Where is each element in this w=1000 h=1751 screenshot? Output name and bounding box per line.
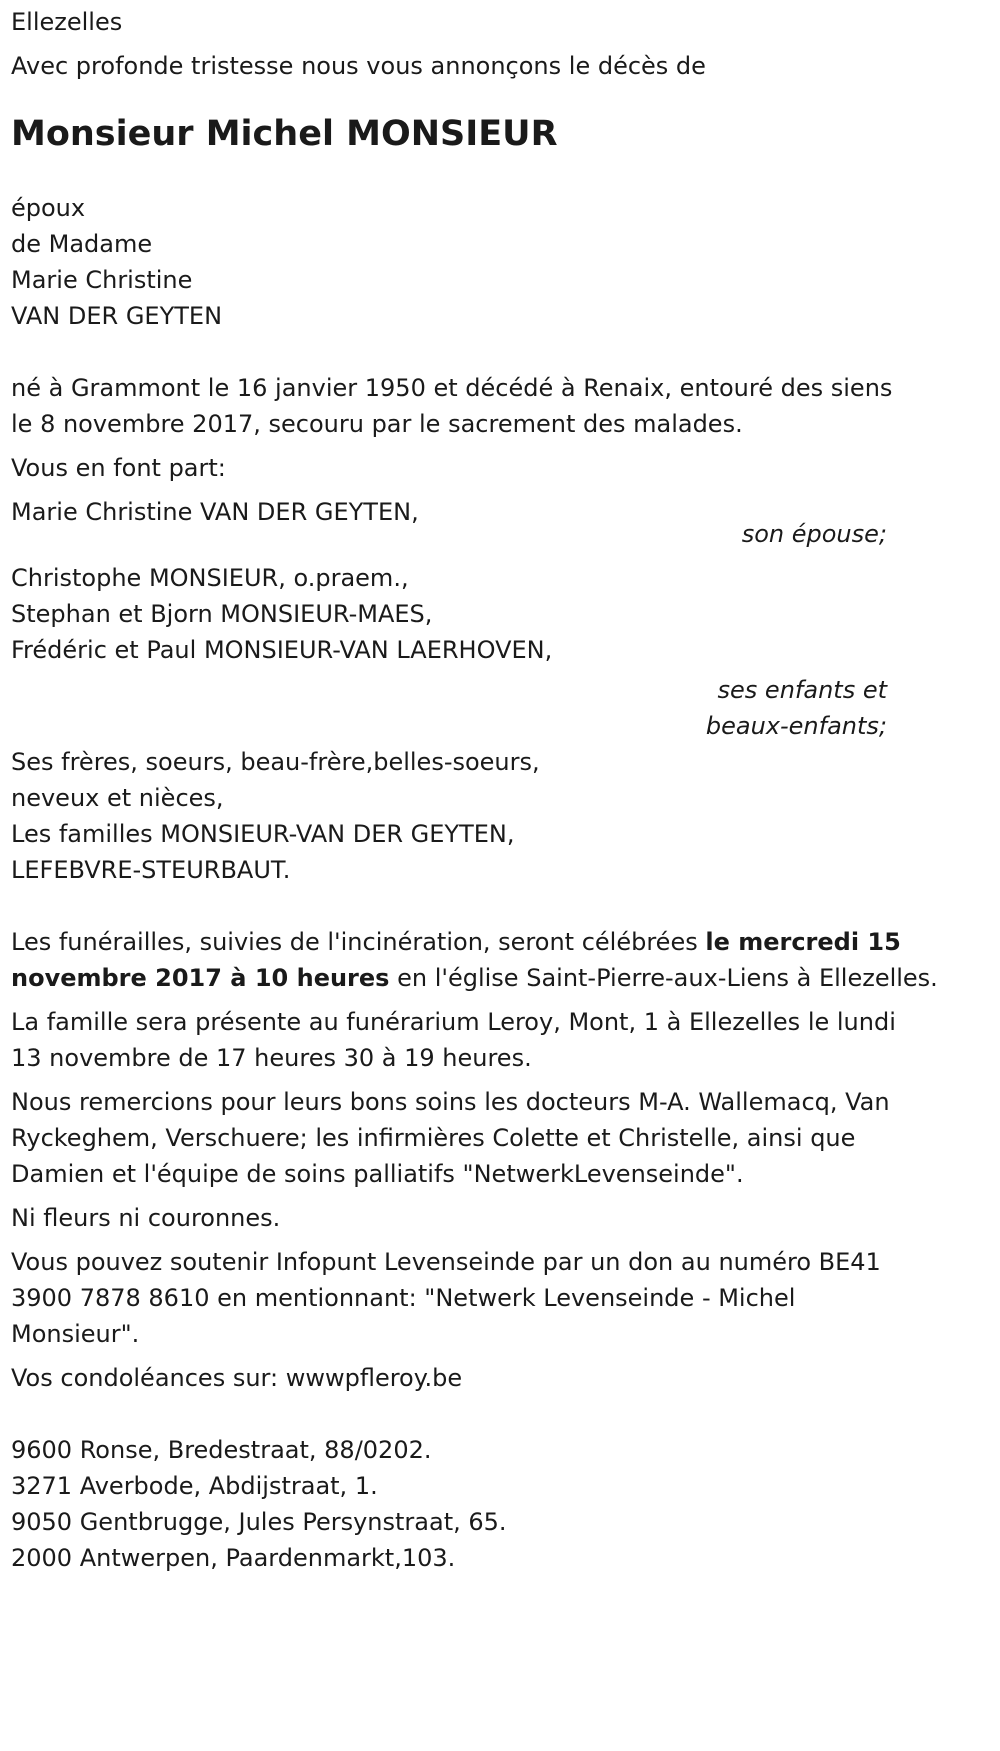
other-family-block — [11, 744, 887, 888]
visitation-line: La famille sera présente au funérarium Leroy, Mont, 1 à Ellezelles le lundi — [11, 1008, 896, 1036]
funeral-date: novembre 2017 à 10 heures — [11, 964, 390, 992]
family-line: Les familles MONSIEUR-VAN DER GEYTEN, — [11, 820, 515, 848]
birth-death-paragraph — [11, 370, 893, 442]
address-line: 9050 Gentbrugge, Jules Persynstraat, 65. — [11, 1508, 507, 1536]
donation-line: 3900 7878 8610 en mentionnant: "Netwerk Levenseinde - Michel — [11, 1284, 796, 1312]
address-line: 9600 Ronse, Bredestraat, 88/0202. — [11, 1436, 432, 1464]
spouse-line: de Madame — [11, 230, 153, 258]
addresses-block — [11, 1432, 887, 1576]
spouse-line: époux — [11, 194, 86, 222]
thanks-line: Ryckeghem, Verschuere; les infirmières Colette et Christelle, ainsi que — [11, 1124, 856, 1152]
condolences-line: Vos condoléances sur: wwwpfleroy.be — [11, 1364, 463, 1392]
child-line: Stephan et Bjorn MONSIEUR-MAES, — [11, 600, 433, 628]
birth-death-line: le 8 novembre 2017, secouru par le sacrement des malades. — [11, 410, 743, 438]
address-line: 3271 Averbode, Abdijstraat, 1. — [11, 1472, 378, 1500]
family-line: LEFEBVRE-STEURBAUT. — [11, 856, 291, 884]
children-role: beaux-enfants; — [705, 712, 887, 740]
spouse-block — [11, 190, 887, 334]
children-role: ses enfants et — [717, 676, 887, 704]
family-line: neveux et nièces, — [11, 784, 224, 812]
children-block — [11, 560, 887, 668]
birth-death-line: né à Grammont le 16 janvier 1950 et décédé à Renaix, entouré des siens — [11, 374, 893, 402]
visitation-line: 13 novembre de 17 heures 30 à 19 heures. — [11, 1044, 532, 1072]
address-line: 2000 Antwerpen, Paardenmarkt,103. — [11, 1544, 456, 1572]
thanks-line: Nous remercions pour leurs bons soins les docteurs M-A. Wallemacq, Van — [11, 1088, 890, 1116]
funeral-paragraph — [11, 924, 938, 996]
donation-line: Monsieur". — [11, 1320, 140, 1348]
no-flowers-note: Ni fleurs ni couronnes. — [11, 1204, 281, 1232]
donation-paragraph — [11, 1244, 887, 1352]
thanks-paragraph — [11, 1084, 890, 1192]
thanks-line: Damien et l'équipe de soins palliatifs "NetwerkLevenseinde". — [11, 1160, 744, 1188]
place-name: Ellezelles — [11, 8, 123, 36]
visitation-paragraph — [11, 1004, 896, 1076]
funeral-text: Les funérailles, suivies de l'incinération, seront célébrées — [11, 928, 706, 956]
child-line: Frédéric et Paul MONSIEUR-VAN LAERHOVEN, — [11, 636, 553, 664]
family-intro: Vous en font part: — [11, 454, 226, 482]
family-spouse-role: son épouse; — [741, 520, 887, 548]
funeral-date: le mercredi 15 — [705, 928, 901, 956]
spouse-line: Marie Christine — [11, 266, 193, 294]
child-line: Christophe MONSIEUR, o.praem., — [11, 564, 409, 592]
obituary-notice — [11, 0, 938, 1576]
deceased-name: Monsieur Michel MONSIEUR — [11, 114, 558, 154]
funeral-text: en l'église Saint-Pierre-aux-Liens à Ellezelles. — [389, 964, 938, 992]
family-spouse-name: Marie Christine VAN DER GEYTEN, — [11, 498, 419, 526]
family-line: Ses frères, soeurs, beau-frère,belles-soeurs, — [11, 748, 540, 776]
donation-line: Vous pouvez soutenir Infopunt Levenseinde par un don au numéro BE41 — [11, 1248, 881, 1276]
announcement-text: Avec profonde tristesse nous vous annonçons le décès de — [11, 52, 706, 80]
spouse-line: VAN DER GEYTEN — [11, 302, 223, 330]
